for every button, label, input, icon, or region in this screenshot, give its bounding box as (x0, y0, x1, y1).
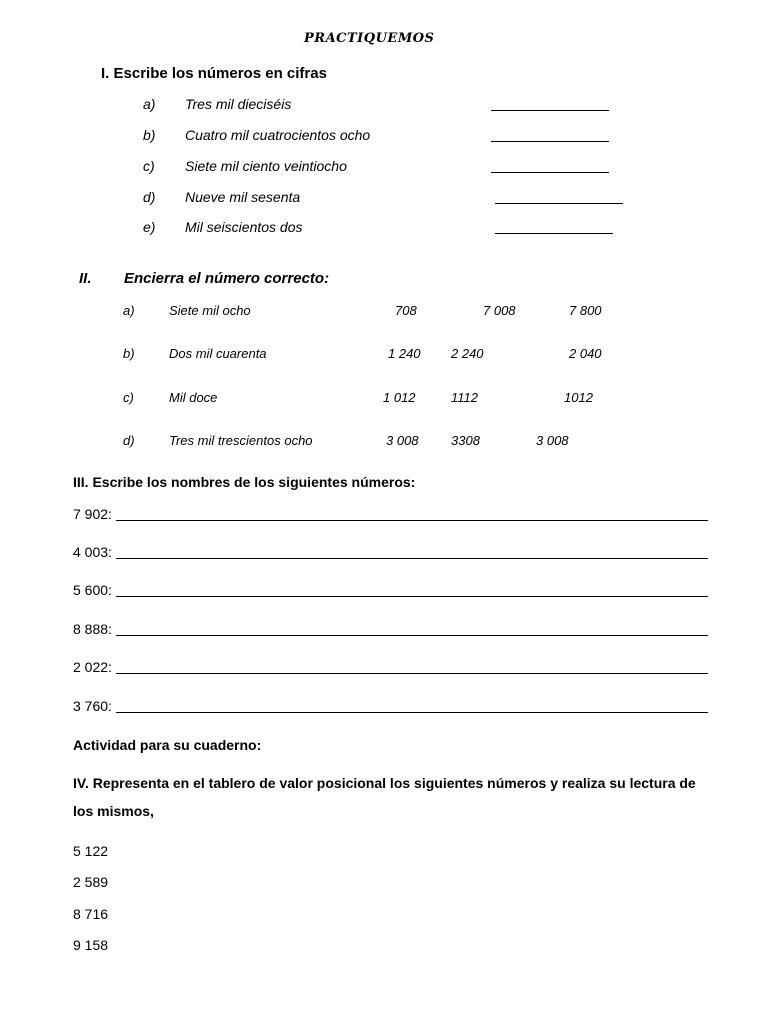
item-text: Nueve mil sesenta (185, 189, 301, 205)
option-number[interactable]: 1 240 (388, 346, 421, 361)
item-text: Tres mil trescientos ocho (169, 433, 313, 448)
item-letter: d) (123, 433, 135, 448)
write-line[interactable] (116, 712, 708, 713)
answer-line[interactable] (491, 110, 609, 111)
section-4-heading-line2: los mismos, (73, 803, 154, 819)
activity-label: Actividad para su cuaderno: (73, 737, 262, 753)
item-letter: d) (143, 189, 156, 205)
option-number[interactable]: 1012 (564, 390, 593, 405)
answer-line[interactable] (495, 203, 623, 204)
number-label: 7 902: (73, 506, 112, 522)
option-number[interactable]: 708 (395, 303, 417, 318)
write-line[interactable] (116, 673, 708, 674)
number-label: 8 888: (73, 621, 112, 637)
number-label: 2 022: (73, 659, 112, 675)
item-letter: c) (123, 390, 134, 405)
item-text: Mil seiscientos dos (185, 219, 303, 235)
item-text: Mil doce (169, 390, 218, 405)
number-label: 3 760: (73, 698, 112, 714)
write-line[interactable] (116, 520, 708, 521)
option-number[interactable]: 3 008 (386, 433, 419, 448)
write-line[interactable] (116, 558, 708, 559)
page-title: PRACTIQUEMOS (304, 31, 435, 46)
option-number[interactable]: 1 012 (383, 390, 416, 405)
option-number[interactable]: 1112 (451, 390, 478, 405)
item-text: Cuatro mil cuatrocientos ocho (185, 127, 371, 143)
item-letter: a) (123, 303, 135, 318)
answer-line[interactable] (491, 141, 609, 142)
item-letter: a) (143, 96, 156, 112)
write-line[interactable] (116, 635, 708, 636)
number-label: 4 003: (73, 544, 112, 560)
option-number[interactable]: 2 040 (569, 346, 602, 361)
item-text: Tres mil dieciséis (185, 96, 292, 112)
item-letter: c) (143, 158, 155, 174)
item-letter: b) (123, 346, 135, 361)
option-number[interactable]: 3 008 (536, 433, 569, 448)
option-number[interactable]: 3308 (451, 433, 480, 448)
item-letter: b) (143, 127, 156, 143)
list-item: 8 716 (73, 906, 109, 922)
write-line[interactable] (116, 596, 708, 597)
item-text: Siete mil ocho (169, 303, 251, 318)
option-number[interactable]: 7 800 (569, 303, 602, 318)
section-2-numeral: II. (79, 270, 92, 287)
answer-line[interactable] (491, 172, 609, 173)
item-letter: e) (143, 219, 156, 235)
section-2-heading: Encierra el número correcto: (124, 270, 330, 287)
item-text: Dos mil cuarenta (169, 346, 267, 361)
list-item: 5 122 (73, 843, 109, 859)
option-number[interactable]: 2 240 (451, 346, 484, 361)
section-1-heading: I. Escribe los números en cifras (101, 65, 327, 82)
answer-line[interactable] (495, 233, 613, 234)
option-number[interactable]: 7 008 (483, 303, 516, 318)
item-text: Siete mil ciento veintiocho (185, 158, 347, 174)
section-3-heading: III. Escribe los nombres de los siguientes números: (73, 474, 416, 490)
list-item: 9 158 (73, 937, 109, 953)
number-label: 5 600: (73, 582, 112, 598)
section-4-heading-line1: IV. Representa en el tablero de valor posicional los siguientes números y realiza su lectura de (73, 775, 696, 791)
list-item: 2 589 (73, 874, 109, 890)
